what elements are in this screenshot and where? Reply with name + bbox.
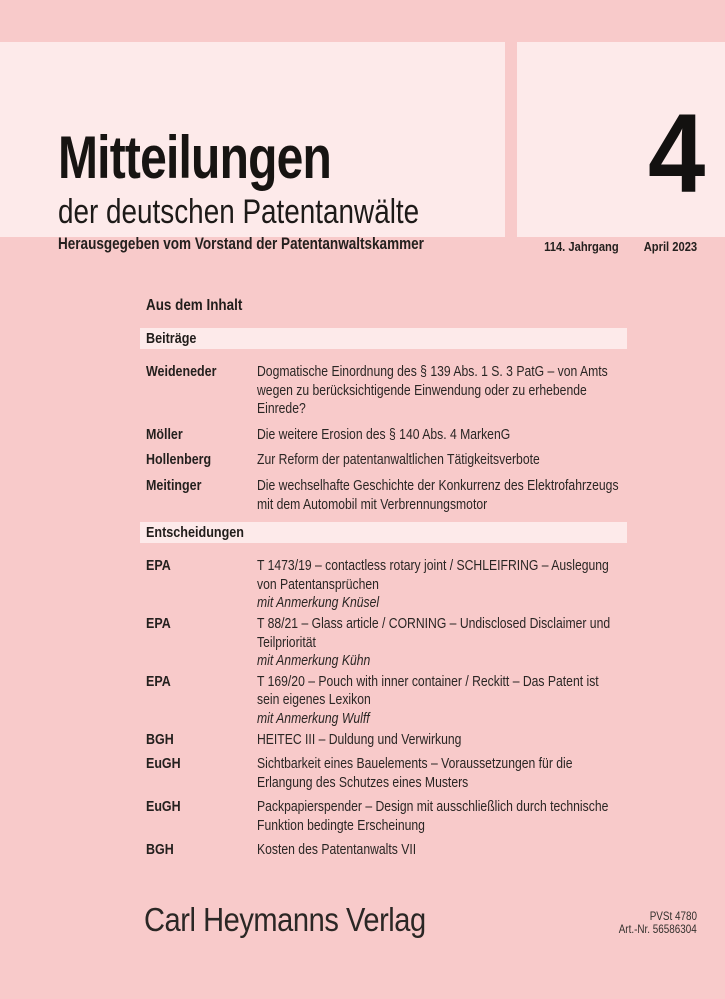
entry-text — [257, 451, 627, 470]
section-header-entscheidungen: Entscheidungen — [140, 522, 627, 543]
entry-text — [257, 615, 677, 671]
journal-tagline: Herausgegeben vom Vorstand der Patentanwaltskammer — [58, 235, 424, 253]
entry-line: sein eigenes Lexikon — [257, 692, 371, 709]
entry-line: wegen zu berücksichtigende Einwendung oder zu erhebende — [257, 382, 587, 399]
author-label: EPA — [146, 558, 171, 575]
print-identifiers — [606, 911, 697, 937]
entry-line: von Patentansprüchen — [257, 576, 379, 593]
entry-line: T 1473/19 – contactless rotary joint / SCHLEIFRING – Auslegung — [257, 558, 609, 575]
table-of-contents — [140, 296, 627, 866]
section-header-beitraege: Beiträge — [140, 328, 627, 349]
issue-panel — [517, 42, 725, 254]
journal-subtitle: der deutschen Patentanwälte — [58, 193, 420, 231]
entry-text — [257, 841, 627, 860]
author-label: EuGH — [146, 799, 181, 816]
entry-text — [257, 557, 676, 613]
entry-line: Funktion bedingte Erscheinung — [257, 817, 425, 834]
annotation-note: mit Anmerkung Knüsel — [257, 595, 380, 612]
author-label: EuGH — [146, 756, 181, 773]
toc-heading: Aus dem Inhalt — [146, 297, 243, 314]
author-label: EPA — [146, 673, 171, 690]
issue-number: 4 — [647, 91, 705, 216]
entry-line: mit dem Automobil mit Verbrennungsmotor — [257, 496, 488, 513]
toc-entry — [140, 451, 627, 470]
toc-entry — [140, 477, 627, 514]
journal-title: Mitteilungen — [58, 124, 332, 191]
entry-line: Teilpriorität — [257, 634, 316, 651]
entry-line: Die weitere Erosion des § 140 Abs. 4 MarkenG — [257, 426, 511, 443]
toc-entry — [140, 426, 627, 445]
toc-entry — [140, 755, 627, 792]
entry-line: T 169/20 – Pouch with inner container / Reckitt – Das Patent ist — [257, 673, 599, 690]
entry-line: Dogmatische Einordnung des § 139 Abs. 1 S. 3 PatG – von Amts — [257, 364, 608, 380]
entry-text — [257, 755, 633, 792]
entry-text — [257, 798, 675, 835]
volume-line — [532, 239, 697, 254]
entry-text — [257, 363, 675, 419]
article-number: Art.-Nr. 56586304 — [618, 924, 697, 936]
toc-entry — [140, 557, 627, 613]
toc-entry — [140, 363, 627, 419]
toc-entry — [140, 798, 627, 835]
entry-text — [257, 673, 664, 729]
entry-line: T 88/21 – Glass article / CORNING – Undisclosed Disclaimer und — [257, 615, 611, 632]
entry-text — [257, 426, 627, 445]
toc-entry — [140, 841, 627, 860]
entry-line: Zur Reform der patentanwaltlichen Tätigkeitsverbote — [257, 452, 540, 469]
entry-line: Die wechselhafte Geschichte der Konkurrenz des Elektrofahrzeugs — [257, 477, 619, 494]
masthead-panel — [0, 42, 505, 253]
entry-line: Einrede? — [257, 401, 306, 418]
volume-label: 114. Jahrgang — [544, 239, 619, 254]
postal-id: PVSt 4780 — [649, 911, 697, 923]
entry-line: Erlangung des Schutzes eines Musters — [257, 774, 469, 791]
toc-entry — [140, 731, 627, 750]
publisher-name: Carl Heymanns Verlag — [144, 901, 426, 938]
author-label: Meitinger — [146, 477, 202, 494]
author-label: BGH — [146, 842, 174, 859]
issue-date: April 2023 — [643, 239, 697, 254]
entry-line: Sichtbarkeit eines Bauelements – Voraussetzungen für die — [257, 756, 573, 773]
entry-text — [257, 477, 687, 514]
entry-text — [257, 731, 627, 750]
annotation-note: mit Anmerkung Kühn — [257, 653, 371, 670]
author-label: BGH — [146, 731, 174, 748]
toc-entry — [140, 615, 627, 671]
author-label: Weideneder — [146, 364, 217, 380]
entry-line: Packpapierspender – Design mit ausschließlich durch technische — [257, 799, 609, 816]
entry-line: Kosten des Patentanwalts VII — [257, 842, 417, 859]
annotation-note: mit Anmerkung Wulff — [257, 710, 370, 727]
author-label: EPA — [146, 615, 171, 632]
entry-line: HEITEC III – Duldung und Verwirkung — [257, 731, 462, 748]
toc-entry — [140, 673, 627, 729]
author-label: Möller — [146, 426, 183, 443]
author-label: Hollenberg — [146, 452, 212, 469]
